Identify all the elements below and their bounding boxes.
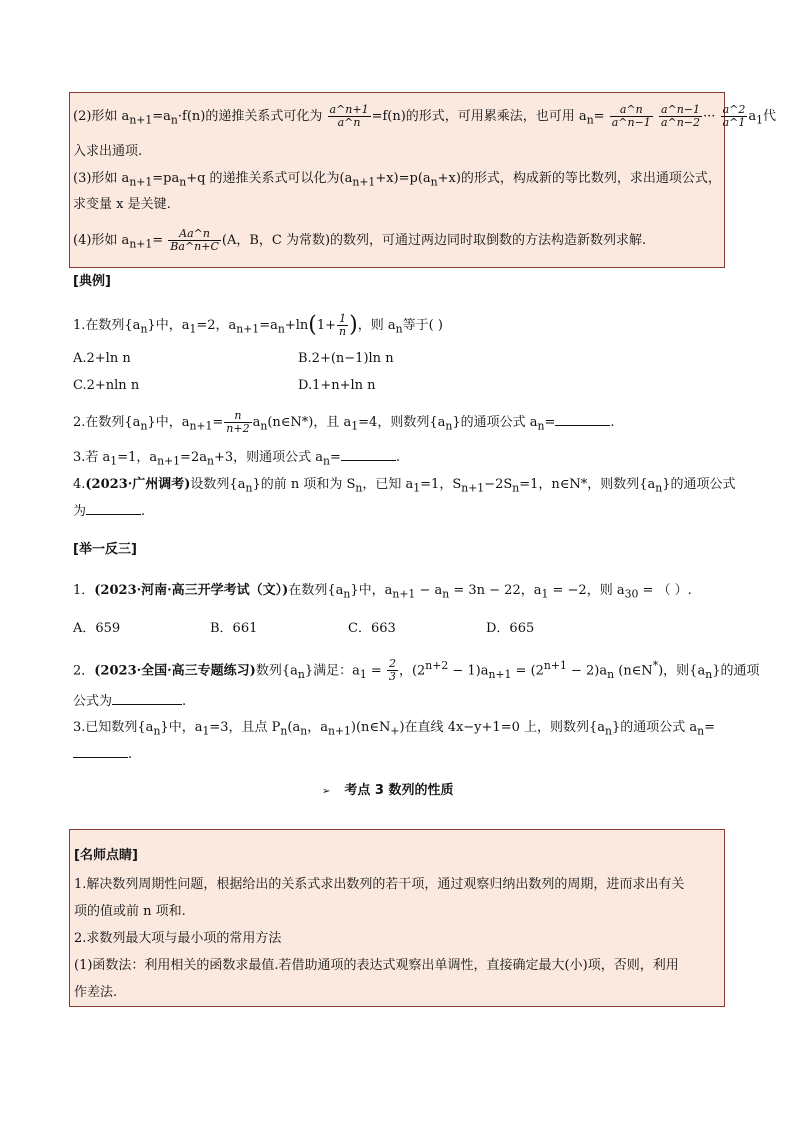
fraction: $\frac{a\^{}2}{a\^{}1}$ (722, 103, 746, 129)
box2-line-3b: 作差法. (74, 985, 118, 1000)
practice-p3: 3.已知数列$\{a_n\}$中，$a_1=3$，且点 $P_n(a_n$，$a_{n+1})(n\in N_+)$在直线 4x−y+1=0 上，则数列$\{a_n\}$的通项公式 $a_n=$ (73, 720, 716, 738)
answer-blank[interactable] (341, 449, 396, 461)
box2-line-2: 2.求数列最大项与最小项的常用方法 (74, 931, 282, 946)
example-q3: 3.若 $a_1=1$，$a_{n+1}=2a_n+3$，则通项公式 $a_n=$ . (73, 450, 401, 468)
box1-line-3: (3)形如 $a_{n+1}=pa_n+q$ 的递推关系式可以化为$(a_{n+1}+x)=p(a_n+x)$的形式，构成新的等比数列，求出通项公式， (73, 171, 721, 189)
fraction: $\frac{2}{3}$ (388, 657, 396, 684)
fraction: $\frac{1}{n}$ (339, 312, 347, 338)
box1-line-2b: 入求出通项. (73, 144, 143, 159)
fraction: $\frac{n}{n+2}$ (226, 409, 250, 435)
box2-line-1: 1.解决数列周期性问题，根据给出的关系式求出数列的若干项，通过观察归纳出数列的周期，进而求出有关 (74, 877, 685, 892)
q1-option-d: D.1+n+ln n (298, 378, 376, 393)
practice-p2-line2: 公式为 . (73, 694, 187, 709)
p1-option-a: A．659 (73, 621, 121, 636)
box2-line-3: (1)函数法：利用相关的函数求最值.若借助通项的表达式观察出单调性，直接确定最大(小)项，否则，利用 (74, 958, 679, 973)
arrow-icon: ➢ (322, 786, 331, 797)
p1-option-b: B．661 (210, 621, 258, 636)
example-q1: 1.在数列$\{a_n\}$中，$a_1=2$，$a_{n+1}=a_n+\ln(1+$ $\frac{1}{n}$ )，则 $a_n$等于( ) (73, 312, 443, 338)
practice-p2: 2．(2023·全国·高三专题练习)数列$\{a_n\}$满足：$a_1$ = $\frac{2}{3}$ ，$(2^{n+2} - 1)a_{n+1} = (2^{n+1} - 2)a_n$ (n∈N*)，则$\{a_n\}$的通项 (73, 657, 760, 684)
box1-line-3b: 求变量 x 是关键. (73, 197, 171, 212)
q1-option-c: C.2+nln n (73, 378, 140, 393)
answer-blank[interactable] (73, 746, 128, 758)
q1-option-b: B.2+(n−1)ln n (298, 351, 394, 366)
box1-line-2: (2)形如 $a_{n+1}=a_n\cdot f(n)$的递推关系式可化为 $\frac{a\^{}n+1}{a\^{}n}$ =f(n)的形式，可用累乘法，也可用 $a_n=$ $\frac{a\^{}n}{a\^{}n-1}$ $\frac{a\^{}n-1}{a\^{}n-2}$ ··· $\frac{a\^{}2}{a\^{}1}$ $a_1$代 (73, 103, 777, 129)
fraction: $\frac{a\^{}n}{a\^{}n-1}$ (611, 103, 651, 129)
section-header-juyi: [举一反三] (73, 542, 137, 557)
p1-option-c: C．663 (348, 621, 396, 636)
example-q4: 4.(2023·广州调考)设数列$\{a_n\}$的前 n 项和为 $S_n$，已知 $a_1=1$，$S_{n+1}-2S_n=1$，n∈N*，则数列$\{a_n\}$的通项公式 (73, 477, 736, 495)
kaodian-title: ➢ 考点 3 数列的性质 (322, 782, 454, 801)
box2-header: [名师点睛] (74, 848, 138, 863)
answer-blank[interactable] (112, 693, 182, 705)
section-header-dianli: [典例] (73, 274, 111, 289)
example-q4-line2: 为 . (73, 504, 146, 519)
answer-blank[interactable] (86, 503, 141, 515)
fraction: $\frac{a\^{}n-1}{a\^{}n-2}$ (660, 103, 701, 129)
practice-p1: 1．(2023·河南·高三开学考试（文）)在数列$\{a_n\}$中，$a_{n+1} - a_n = 3n - 22$，$a_1 = -2$，则 $a_{30}$ = （ ）. (73, 583, 692, 601)
box2-line-1b: 项的值或前 n 项和. (74, 904, 186, 919)
fraction: $\frac{Aa\^{}n}{Ba\^{}n+C}$ (170, 227, 219, 253)
answer-blank[interactable] (555, 414, 610, 426)
box1-line-4: (4)形如 $a_{n+1}=$ $\frac{Aa\^{}n}{Ba\^{}n+C}$ (A，B，C 为常数)的数列，可通过两边同时取倒数的方法构造新数列求解. (73, 227, 647, 253)
example-q2: 2.在数列$\{a_n\}$中，$a_{n+1}=$ $\frac{n}{n+2}$ $a_n(n\in N*)$，且 $a_1=4$，则数列$\{a_n\}$的通项公式 $a_n=$ . (73, 409, 615, 435)
p1-option-d: D．665 (486, 621, 535, 636)
fraction: $\frac{a\^{}n+1}{a\^{}n}$ (329, 103, 369, 129)
q1-option-a: A.2+ln n (73, 351, 131, 366)
practice-p3-line2: . (73, 746, 132, 764)
